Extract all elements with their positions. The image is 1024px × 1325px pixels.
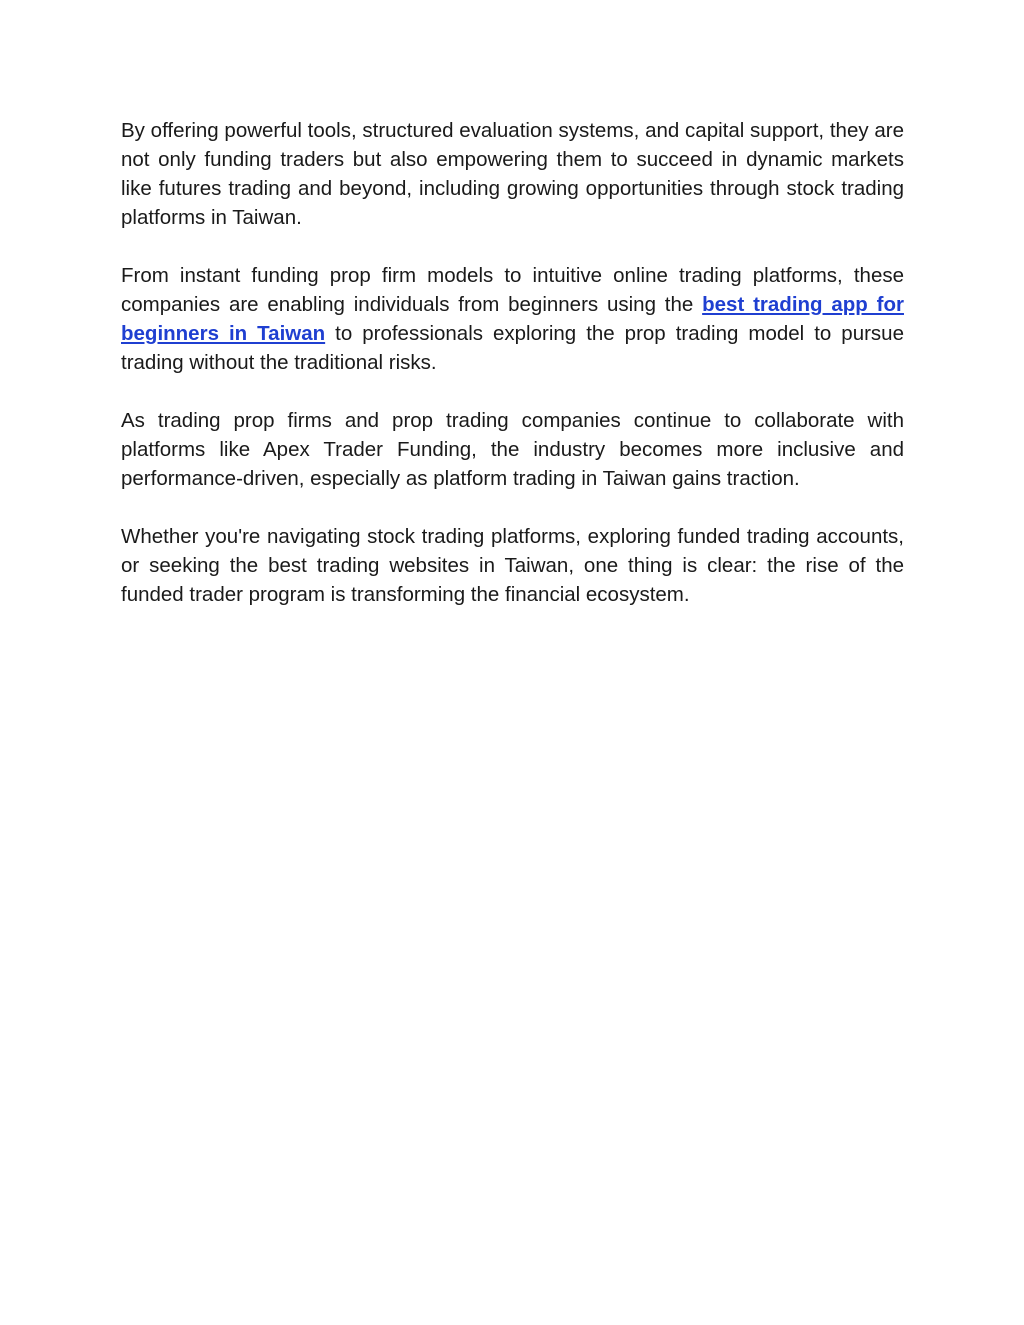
best-trading-app-link[interactable]: best trading app for beginners in Taiwan [121,293,904,345]
paragraph-text-after-link: to professionals exploring the prop trading model to pursue trading without the traditional risks. [121,322,904,374]
paragraph-text-before-link: From instant funding prop firm models to intuitive online trading platforms, these companies are enabling individuals from beginners using the [121,264,904,316]
document-page [121,116,904,638]
paragraph-funded-trader: Whether you're navigating stock trading platforms, exploring funded trading accounts, or seeking the best trading websites in Taiwan, one thing is clear: the rise of the funded trader program is transforming the financial ecosystem. [121,525,904,606]
paragraph-instant-funding [121,261,904,377]
paragraph-prop-firms: As trading prop firms and prop trading companies continue to collaborate with platforms like Apex Trader Funding, the industry becomes more inclusive and performance-driven, especially as platform trading in Taiwan gains traction. [121,409,904,490]
paragraph-funding-support: By offering powerful tools, structured evaluation systems, and capital support, they are not only funding traders but also empowering them to succeed in dynamic markets like futures trading and beyond, including growing opportunities through stock trading platforms in Taiwan. [121,119,904,229]
